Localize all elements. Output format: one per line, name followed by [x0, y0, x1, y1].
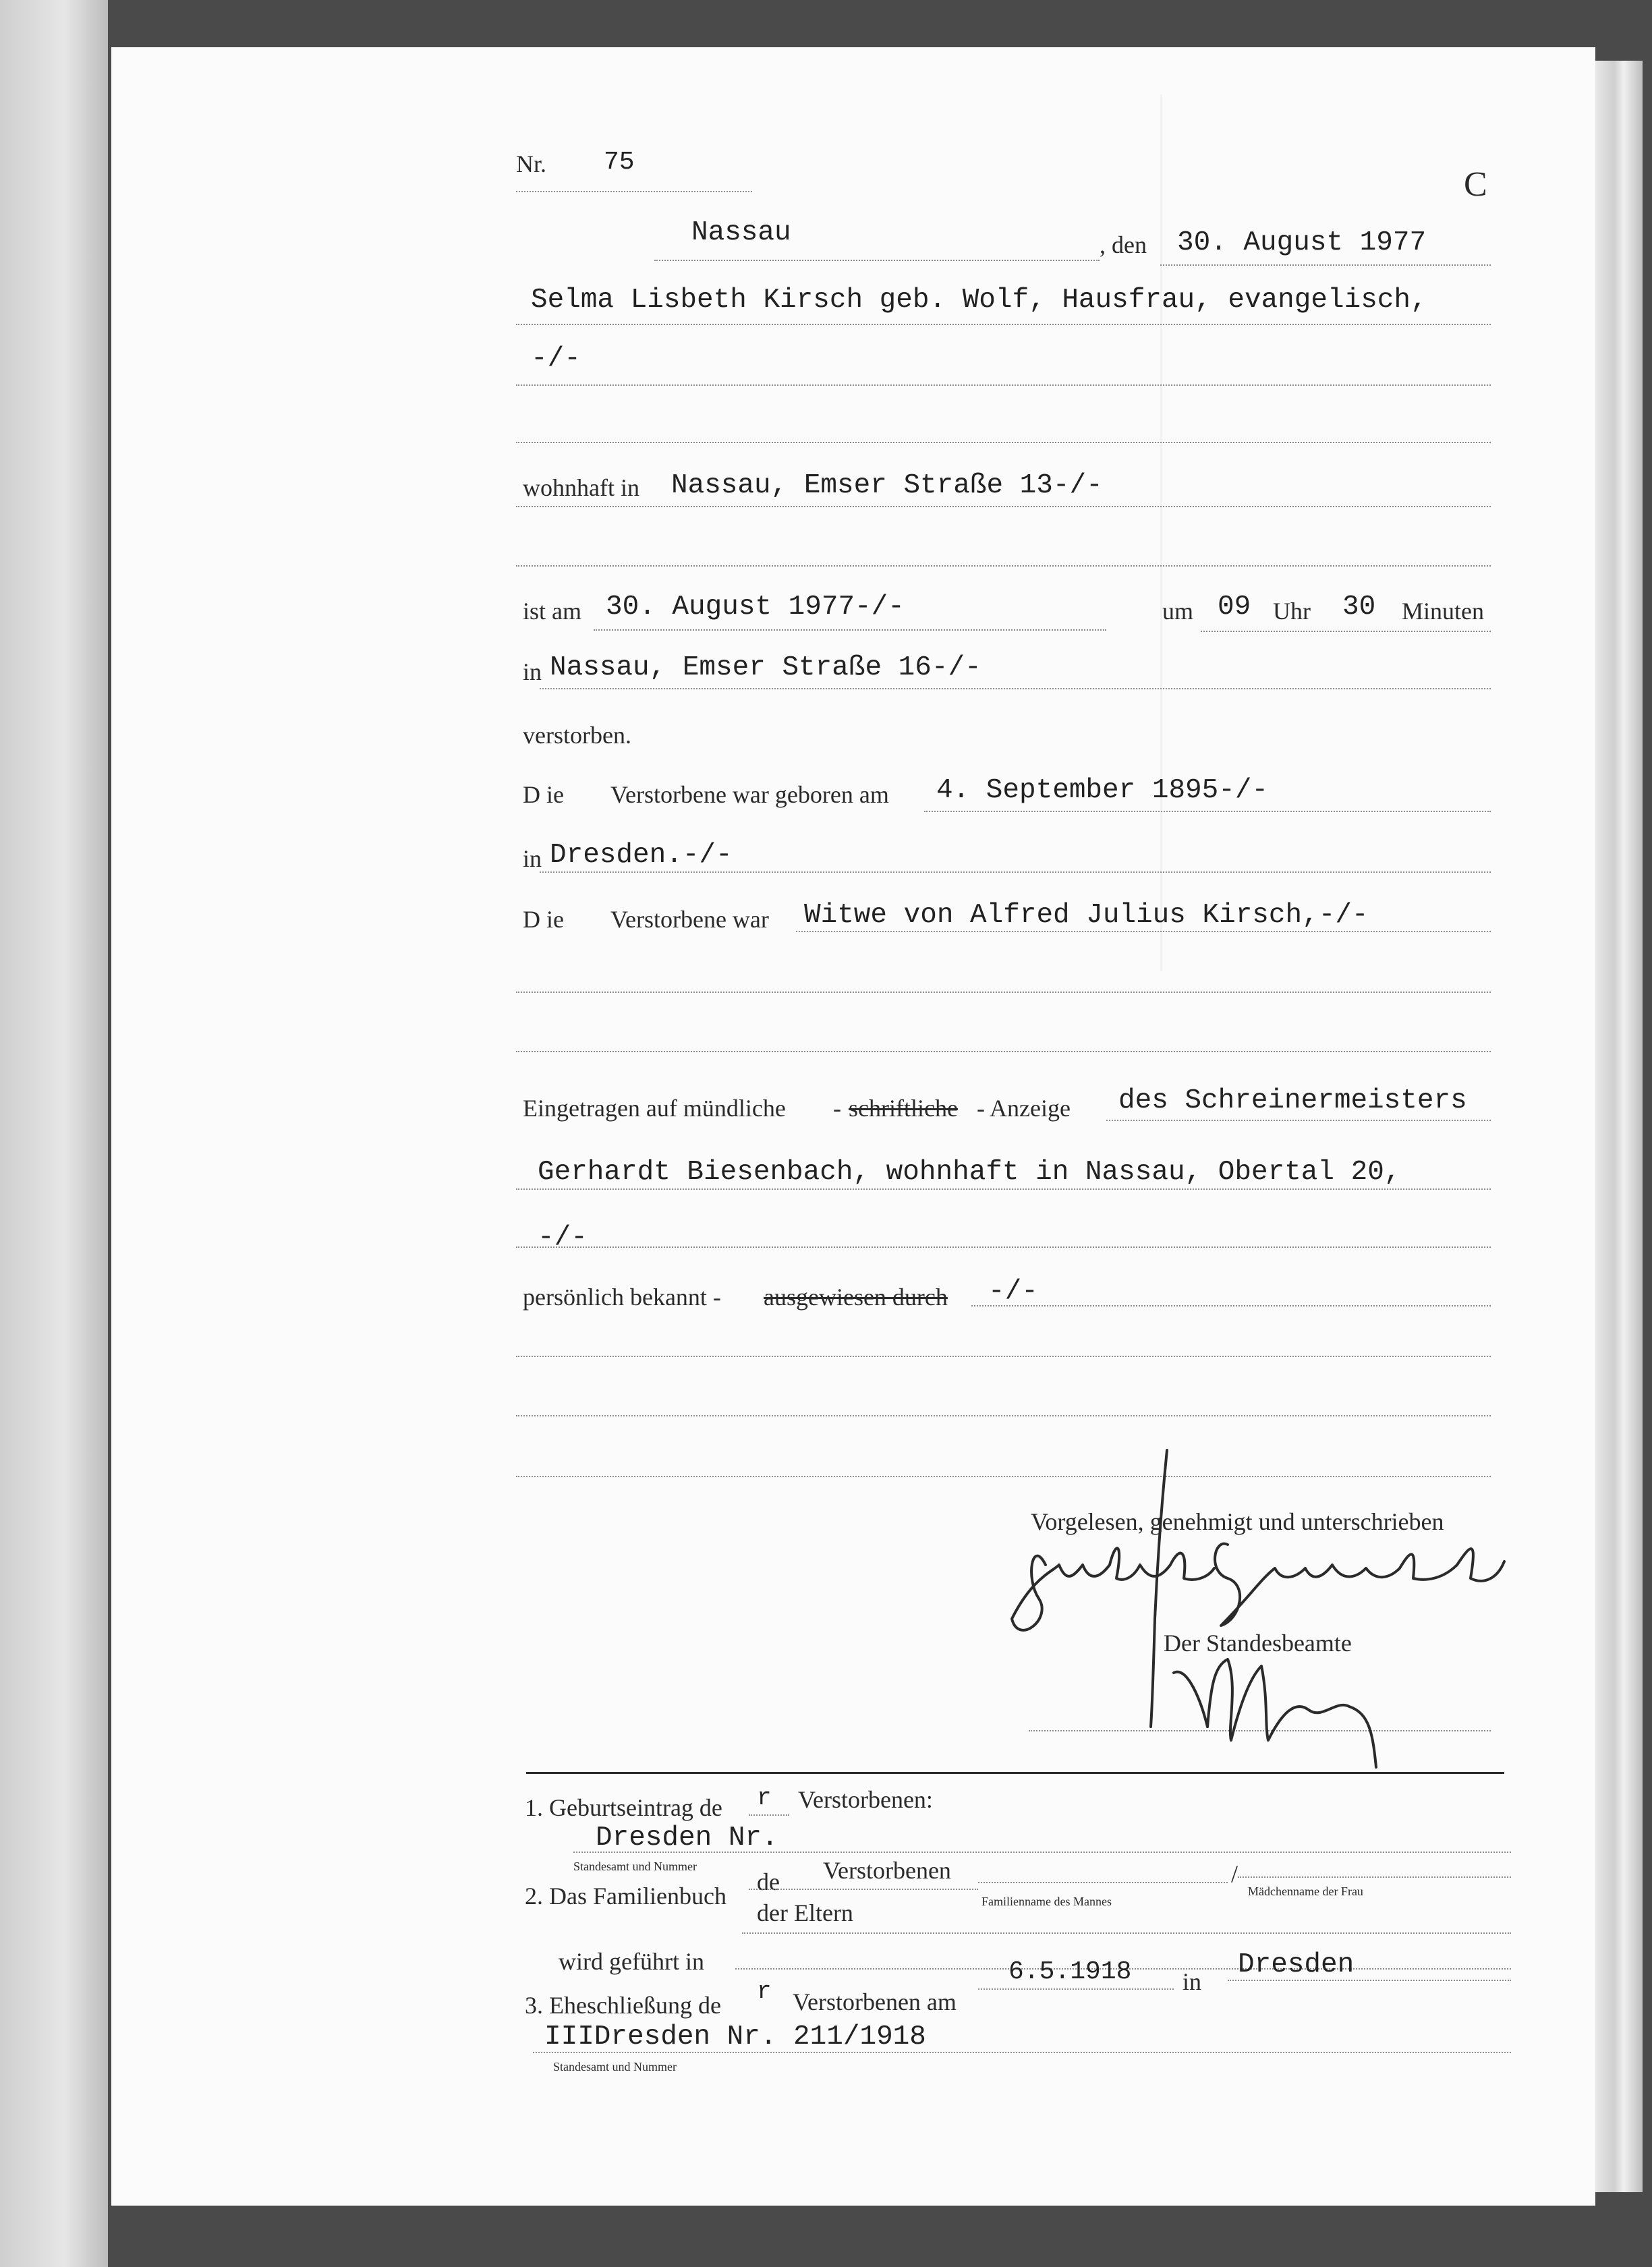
marital-text: Verstorbene war — [610, 906, 769, 933]
item1-value: Dresden Nr. — [596, 1823, 778, 1854]
left-page — [0, 0, 108, 2267]
rule-item3-value — [533, 2052, 1511, 2053]
marriage-place: Dresden — [1238, 1949, 1355, 1980]
rule-residence-1 — [516, 506, 1491, 507]
rule-marital-2 — [516, 992, 1491, 993]
rule-marriage-date — [978, 1988, 1174, 1990]
birth-die-label: D ie — [523, 781, 564, 808]
report-dash: - — [833, 1095, 841, 1122]
item2-verstorbenen: Verstorbenen — [823, 1857, 951, 1884]
rule-death-place — [540, 688, 1491, 689]
anzeige-label: - Anzeige — [977, 1095, 1071, 1122]
rule-item2-eltern — [742, 1932, 1511, 1934]
birth-place: Dresden.-/- — [550, 840, 733, 871]
death-date: 30. August 1977-/- — [606, 592, 905, 623]
death-place: Nassau, Emser Straße 16-/- — [550, 652, 981, 683]
item2-slash: / — [1231, 1860, 1238, 1887]
item3-in-label: in — [1183, 1968, 1202, 1995]
report-value-3: -/- — [538, 1222, 588, 1253]
page-edge — [1595, 61, 1643, 2192]
rule-item1-value — [573, 1852, 1511, 1853]
rule-marital — [796, 931, 1491, 932]
corner-letter: C — [1464, 165, 1487, 204]
rule-residence-2 — [516, 565, 1491, 567]
rule-deceased-2 — [516, 384, 1491, 386]
nr-rule — [516, 191, 752, 192]
item3-rest: Verstorbenen am — [793, 1988, 957, 2015]
item2-de: de — [757, 1868, 780, 1895]
struck-ausgewiesen: ausgewiesen durch — [764, 1284, 948, 1311]
den-label: , den — [1100, 231, 1147, 258]
marital-value: Witwe von Alfred Julius Kirsch,-/- — [804, 900, 1369, 931]
report-value-2: Gerhardt Biesenbach, wohnhaft in Nassau, Obertal 20, — [538, 1157, 1401, 1188]
standesamt-label-3: Standesamt und Nummer — [553, 2060, 677, 2073]
marriage-date: 6.5.1918 — [1008, 1957, 1132, 1986]
identity-value: -/- — [988, 1276, 1038, 1307]
item3-fill: r — [757, 1978, 772, 2005]
standesamt-label-1: Standesamt und Nummer — [573, 1860, 697, 1873]
rule-birth-place — [540, 871, 1491, 873]
date-rule — [1160, 264, 1491, 266]
death-date-label: ist am — [523, 598, 581, 625]
rule-birth-date — [924, 811, 1491, 812]
item3-value: IIIDresden Nr. 211/1918 — [544, 2021, 926, 2053]
verstorben-label: verstorben. — [523, 722, 631, 749]
signature-graphic — [1005, 1443, 1565, 1781]
rule-marriage-place — [1228, 1980, 1511, 1981]
birth-text: Verstorbene war geboren am — [610, 781, 889, 808]
rule-item1-fill — [749, 1814, 789, 1816]
death-hour: 09 — [1218, 592, 1251, 623]
deceased-line-2: -/- — [531, 343, 581, 374]
rule-item2-de — [749, 1889, 978, 1890]
deceased-line-1: Selma Lisbeth Kirsch geb. Wolf, Hausfrau, evangelisch, — [531, 285, 1427, 316]
um-label: um — [1162, 598, 1194, 625]
place-field: Nassau — [691, 217, 791, 248]
birth-date: 4. September 1895-/- — [936, 775, 1269, 806]
rule-identity — [971, 1305, 1491, 1307]
footer-separator — [526, 1772, 1504, 1774]
item1-label: 1. Geburtseintrag de — [525, 1794, 722, 1821]
rule-familienname — [978, 1882, 1228, 1883]
header-date: 30. August 1977 — [1177, 227, 1427, 258]
rule-identity-3 — [516, 1415, 1491, 1416]
rule-deceased-3 — [516, 442, 1491, 443]
identity-label: persönlich bekannt - — [523, 1284, 721, 1311]
item2-eltern: der Eltern — [757, 1899, 853, 1926]
death-place-label: in — [523, 658, 542, 685]
standesbeamte-label: Der Standesbeamte — [1164, 1630, 1352, 1657]
item1-rest: Verstorbenen: — [798, 1786, 933, 1813]
wird-gefuehrt-label: wird geführt in — [559, 1948, 704, 1975]
residence-label: wohnhaft in — [523, 474, 639, 501]
vorgelesen-label: Vorgelesen, genehmigt und unterschrieben — [1031, 1508, 1444, 1535]
item1-fill: r — [757, 1784, 772, 1812]
report-value-1: des Schreinermeisters — [1118, 1085, 1467, 1116]
rule-death-date — [594, 629, 1106, 631]
rule-report-3 — [516, 1246, 1491, 1248]
nr-label: Nr. — [516, 150, 546, 177]
birth-in-label: in — [523, 845, 542, 872]
item2-label: 2. Das Familienbuch — [525, 1883, 727, 1910]
marital-die-label: D ie — [523, 906, 564, 933]
rule-death-time — [1201, 631, 1491, 632]
death-minutes: 30 — [1342, 592, 1376, 623]
rule-identity-2 — [516, 1356, 1491, 1357]
uhr-label: Uhr — [1273, 598, 1311, 625]
rule-deceased-1 — [516, 324, 1491, 325]
minuten-label: Minuten — [1402, 598, 1484, 625]
place-rule — [654, 260, 1100, 261]
struck-schriftliche: schriftliche — [849, 1095, 958, 1122]
rule-report-2 — [516, 1188, 1491, 1190]
rule-marital-3 — [516, 1051, 1491, 1052]
familienname-label: Familienname des Mannes — [981, 1895, 1112, 1908]
maedchenname-label: Mädchenname der Frau — [1248, 1885, 1363, 1898]
item3-label: 3. Eheschließung de — [525, 1992, 721, 2019]
residence-value: Nassau, Emser Straße 13-/- — [671, 470, 1103, 501]
eingetragen-label: Eingetragen auf mündliche — [523, 1095, 786, 1122]
rule-maedchenname — [1238, 1876, 1511, 1878]
nr-value: 75 — [604, 148, 635, 177]
rule-report-1 — [1106, 1120, 1491, 1121]
